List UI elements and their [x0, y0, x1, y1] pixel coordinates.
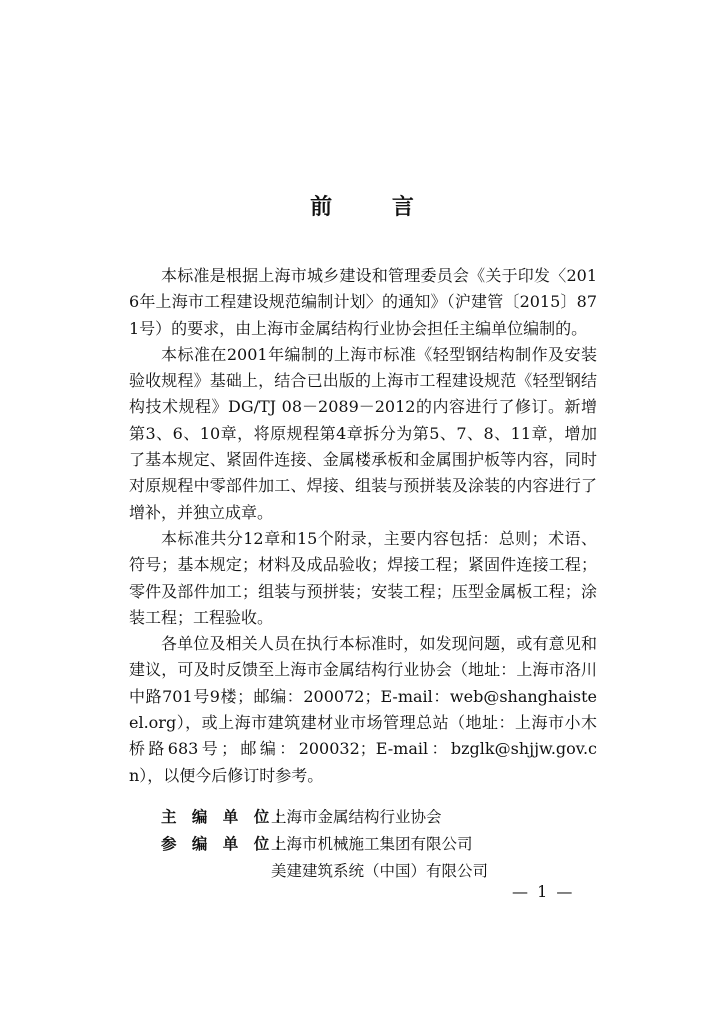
- participating-unit-row-2: [271, 859, 488, 881]
- chief-editor-unit-label: 主 编 单 位：: [161, 808, 295, 826]
- page-number: — 1 —: [512, 882, 575, 901]
- chief-editor-unit-name: 上海市金属结构行业协会: [271, 808, 442, 826]
- participating-unit-name: 上海市机械施工集团有限公司: [271, 835, 473, 853]
- participating-unit-name: 美建建筑系统（中国）有限公司: [271, 862, 489, 880]
- preface-body: [129, 263, 597, 789]
- chief-editor-unit-row: [161, 805, 442, 827]
- participating-unit-row: [161, 832, 473, 854]
- paragraph-1: 本标准是根据上海市城乡建设和管理委员会《关于印发〈2016年上海市工程建设规范编制计划〉的通知》（沪建管〔2015〕871号）的要求，由上海市金属结构行业协会担任主编单位编制的。: [129, 266, 597, 338]
- paragraph-4: 各单位及相关人员在执行本标准时，如发现问题，或有意见和建议，可及时反馈至上海市金属结构行业协会（地址：上海市洛川中路701号9楼；邮编：200072；E-mail：web@shanghaisteel.org），或上海市建筑建材业市场管理总站（地址：上海市小木桥路683号；邮编：200032；E-mail：bzglk@shjjw.gov.cn），以便今后修订时参考。: [129, 634, 597, 785]
- page-title: 前 言: [310, 195, 440, 220]
- paragraph-3: 本标准共分12章和15个附录，主要内容包括：总则；术语、符号；基本规定；材料及成品验收；焊接工程；紧固件连接工程；零件及部件加工；组装与预拼装；安装工程；压型金属板工程；涂装工程；工程验收。: [129, 528, 597, 627]
- participating-unit-label: 参 编 单 位：: [161, 835, 295, 853]
- paragraph-2: 本标准在2001年编制的上海市标准《轻型钢结构制作及安装验收规程》基础上，结合已出版的上海市工程建设规范《轻型钢结构技术规程》DG/TJ 08－2089－2012的内容进行了修订。新增第3、6、10章，将原规程第4章拆分为第5、7、8、11章，增加了基本规定、紧固件连接、金属楼承板和金属围护板等内容，同时对原规程中零部件加工、焊接、组装与预拼装及涂装的内容进行了增补，并独立成章。: [129, 344, 597, 522]
